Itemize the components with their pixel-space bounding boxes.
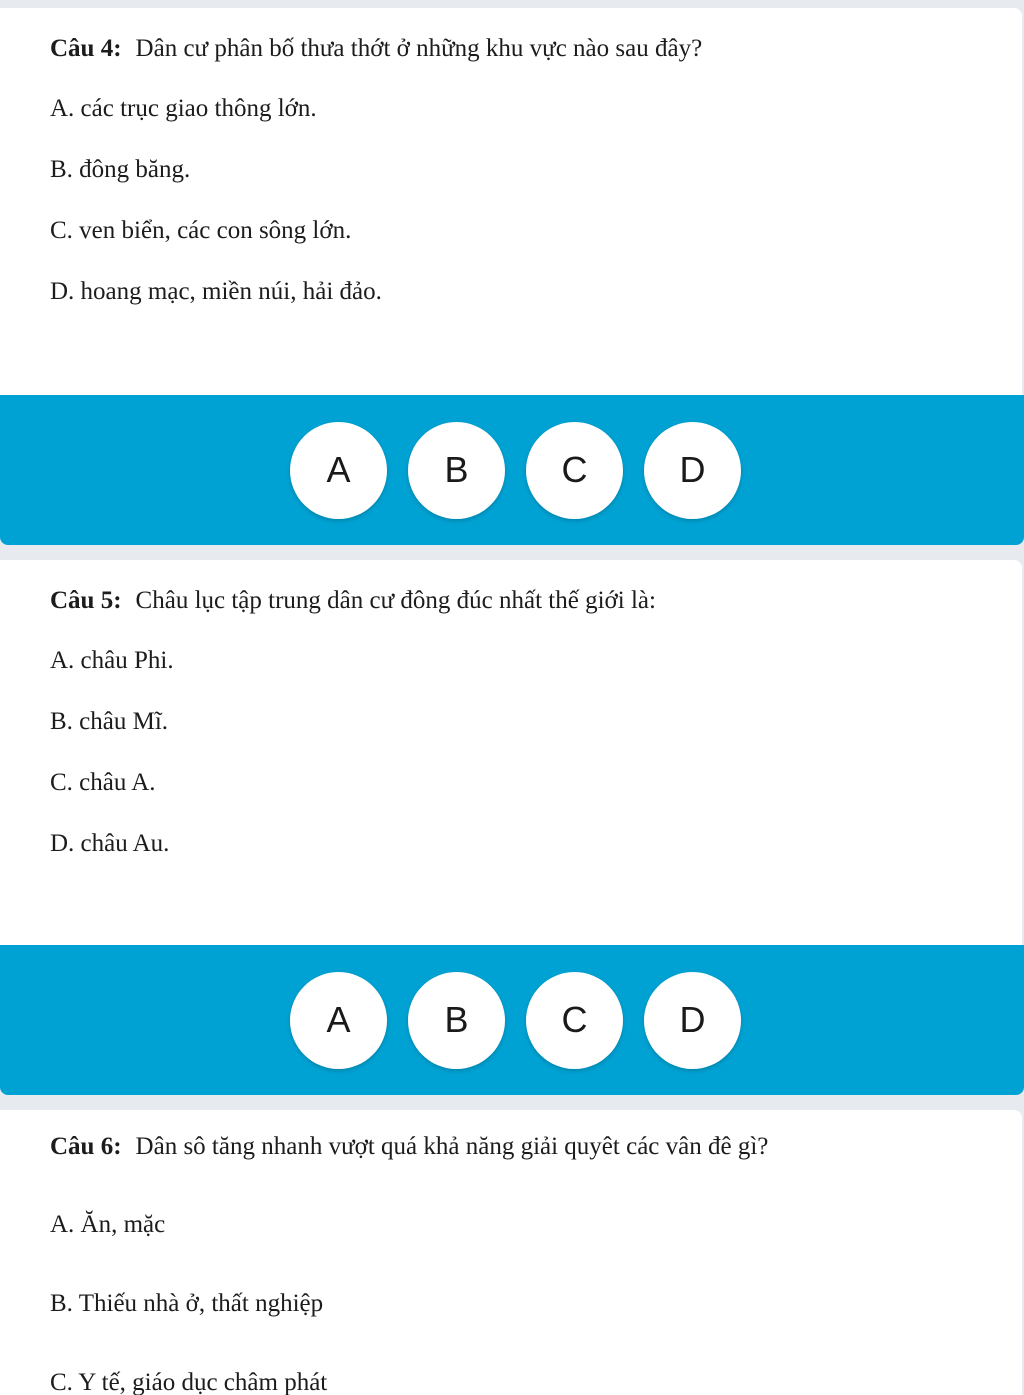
- choice-c-button[interactable]: C: [526, 972, 623, 1069]
- choice-c-button[interactable]: C: [526, 422, 623, 519]
- option-a: A. Ăn, mặc: [50, 1211, 166, 1238]
- option-b: B. đông băng.: [50, 156, 191, 183]
- question-card-6: [0, 1110, 1022, 1395]
- option-d: D. hoang mạc, miền núi, hải đảo.: [50, 278, 382, 305]
- option-c: C. ven biển, các con sông lớn.: [50, 217, 352, 244]
- question-text: Câu 5: Châu lục tập trung dân cư đông đúc nhất thế giới là:: [50, 587, 656, 614]
- option-a: A. châu Phi.: [50, 647, 174, 674]
- choice-d-button[interactable]: D: [644, 422, 741, 519]
- question-text: Câu 4: Dân cư phân bố thưa thớt ở những khu vực nào sau đây?: [50, 35, 703, 62]
- option-b: B. Thiếu nhà ở, thất nghiệp: [50, 1290, 324, 1317]
- question-card-5: [0, 560, 1022, 945]
- choice-d-button[interactable]: D: [644, 972, 741, 1069]
- question-text: Câu 6: Dân sô tăng nhanh vượt quá khả năng giải quyêt các vân đê gì?: [50, 1133, 769, 1160]
- choice-b-button[interactable]: B: [408, 972, 505, 1069]
- option-b: B. châu Mĩ.: [50, 708, 169, 735]
- choice-a-button[interactable]: A: [290, 422, 387, 519]
- answer-bar-5: [0, 945, 1024, 1095]
- option-c: C. châu A.: [50, 769, 156, 796]
- option-c: C. Y tế, giáo dục châm phát: [50, 1369, 328, 1395]
- answer-bar-4: [0, 395, 1024, 545]
- option-a: A. các trục giao thông lớn.: [50, 95, 317, 122]
- choice-a-button[interactable]: A: [290, 972, 387, 1069]
- option-d: D. châu Au.: [50, 830, 170, 857]
- question-label: Câu 4:: [50, 35, 122, 62]
- choice-b-button[interactable]: B: [408, 422, 505, 519]
- question-label: Câu 5:: [50, 587, 122, 614]
- question-card-4: [0, 8, 1022, 395]
- question-label: Câu 6:: [50, 1133, 122, 1160]
